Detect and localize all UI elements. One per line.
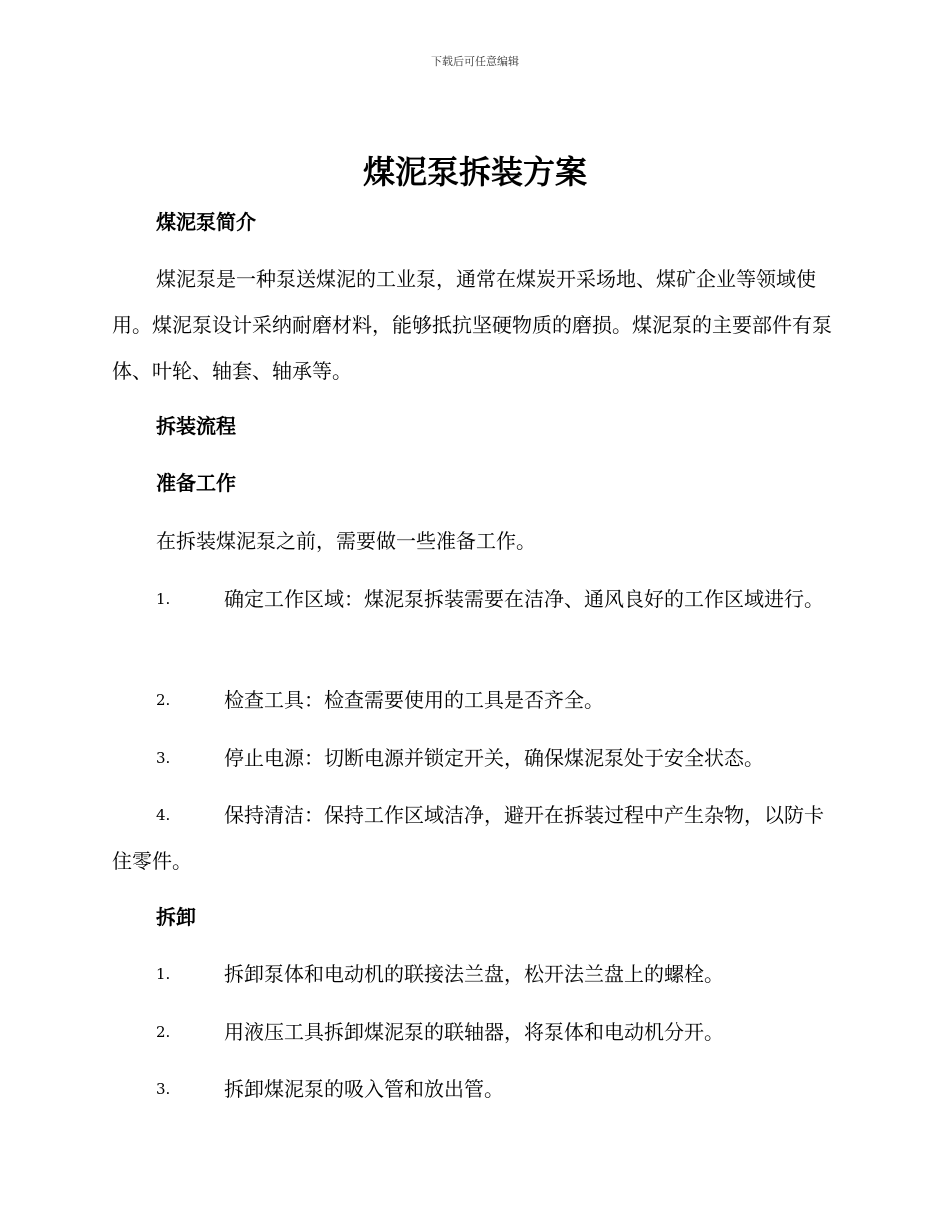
list-item-number: 1. [156, 965, 171, 983]
list-item-text: 拆卸泵体和电动机的联接法兰盘，松开法兰盘上的螺栓。 [224, 962, 724, 986]
list-item [112, 735, 834, 781]
list-item [112, 792, 834, 884]
list-item-number: 3. [156, 749, 171, 767]
list-item-number: 2. [156, 1023, 171, 1041]
list-item [112, 951, 834, 997]
heading-process: 拆装流程 [156, 414, 236, 438]
list-item-text: 停止电源：切断电源并锁定开关，确保煤泥泵处于安全状态。 [224, 746, 764, 770]
prep-paragraph-block [112, 518, 834, 564]
list-item-text: 检查工具：检查需要使用的工具是否齐全。 [224, 688, 604, 712]
page-header: 下载后可任意编辑 [431, 55, 519, 68]
intro-paragraph: 煤泥泵是一种泵送煤泥的工业泵，通常在煤炭开采场地、煤矿企业等领域使用。煤泥泵设计采纳耐磨材料，能够抵抗坚硬物质的磨损。煤泥泵的主要部件有泵体、叶轮、轴套、轴承等。 [112, 267, 832, 383]
list-item [112, 677, 834, 723]
heading-prep: 准备工作 [156, 471, 236, 495]
heading-intro: 煤泥泵简介 [156, 210, 256, 234]
document-title: 煤泥泵拆装方案 [362, 153, 587, 191]
heading-disassembly: 拆卸 [156, 905, 196, 929]
list-item-number: 4. [156, 806, 171, 824]
list-item [112, 576, 834, 622]
list-item-text: 拆卸煤泥泵的吸入管和放出管。 [224, 1077, 504, 1101]
list-item [112, 1066, 834, 1112]
intro-paragraph-block [112, 256, 834, 394]
list-item-text: 确定工作区域：煤泥泵拆装需要在洁净、通风良好的工作区域进行。 [224, 587, 824, 611]
list-item-number: 2. [156, 691, 171, 709]
list-item-text: 用液压工具拆卸煤泥泵的联轴器，将泵体和电动机分开。 [224, 1020, 724, 1044]
prep-paragraph: 在拆装煤泥泵之前，需要做一些准备工作。 [156, 529, 536, 553]
list-item-number: 1. [156, 590, 171, 608]
list-item [112, 1009, 834, 1055]
list-item-text: 保持清洁：保持工作区域洁净，避开在拆装过程中产生杂物，以防卡住零件。 [112, 803, 824, 873]
list-item-number: 3. [156, 1080, 171, 1098]
